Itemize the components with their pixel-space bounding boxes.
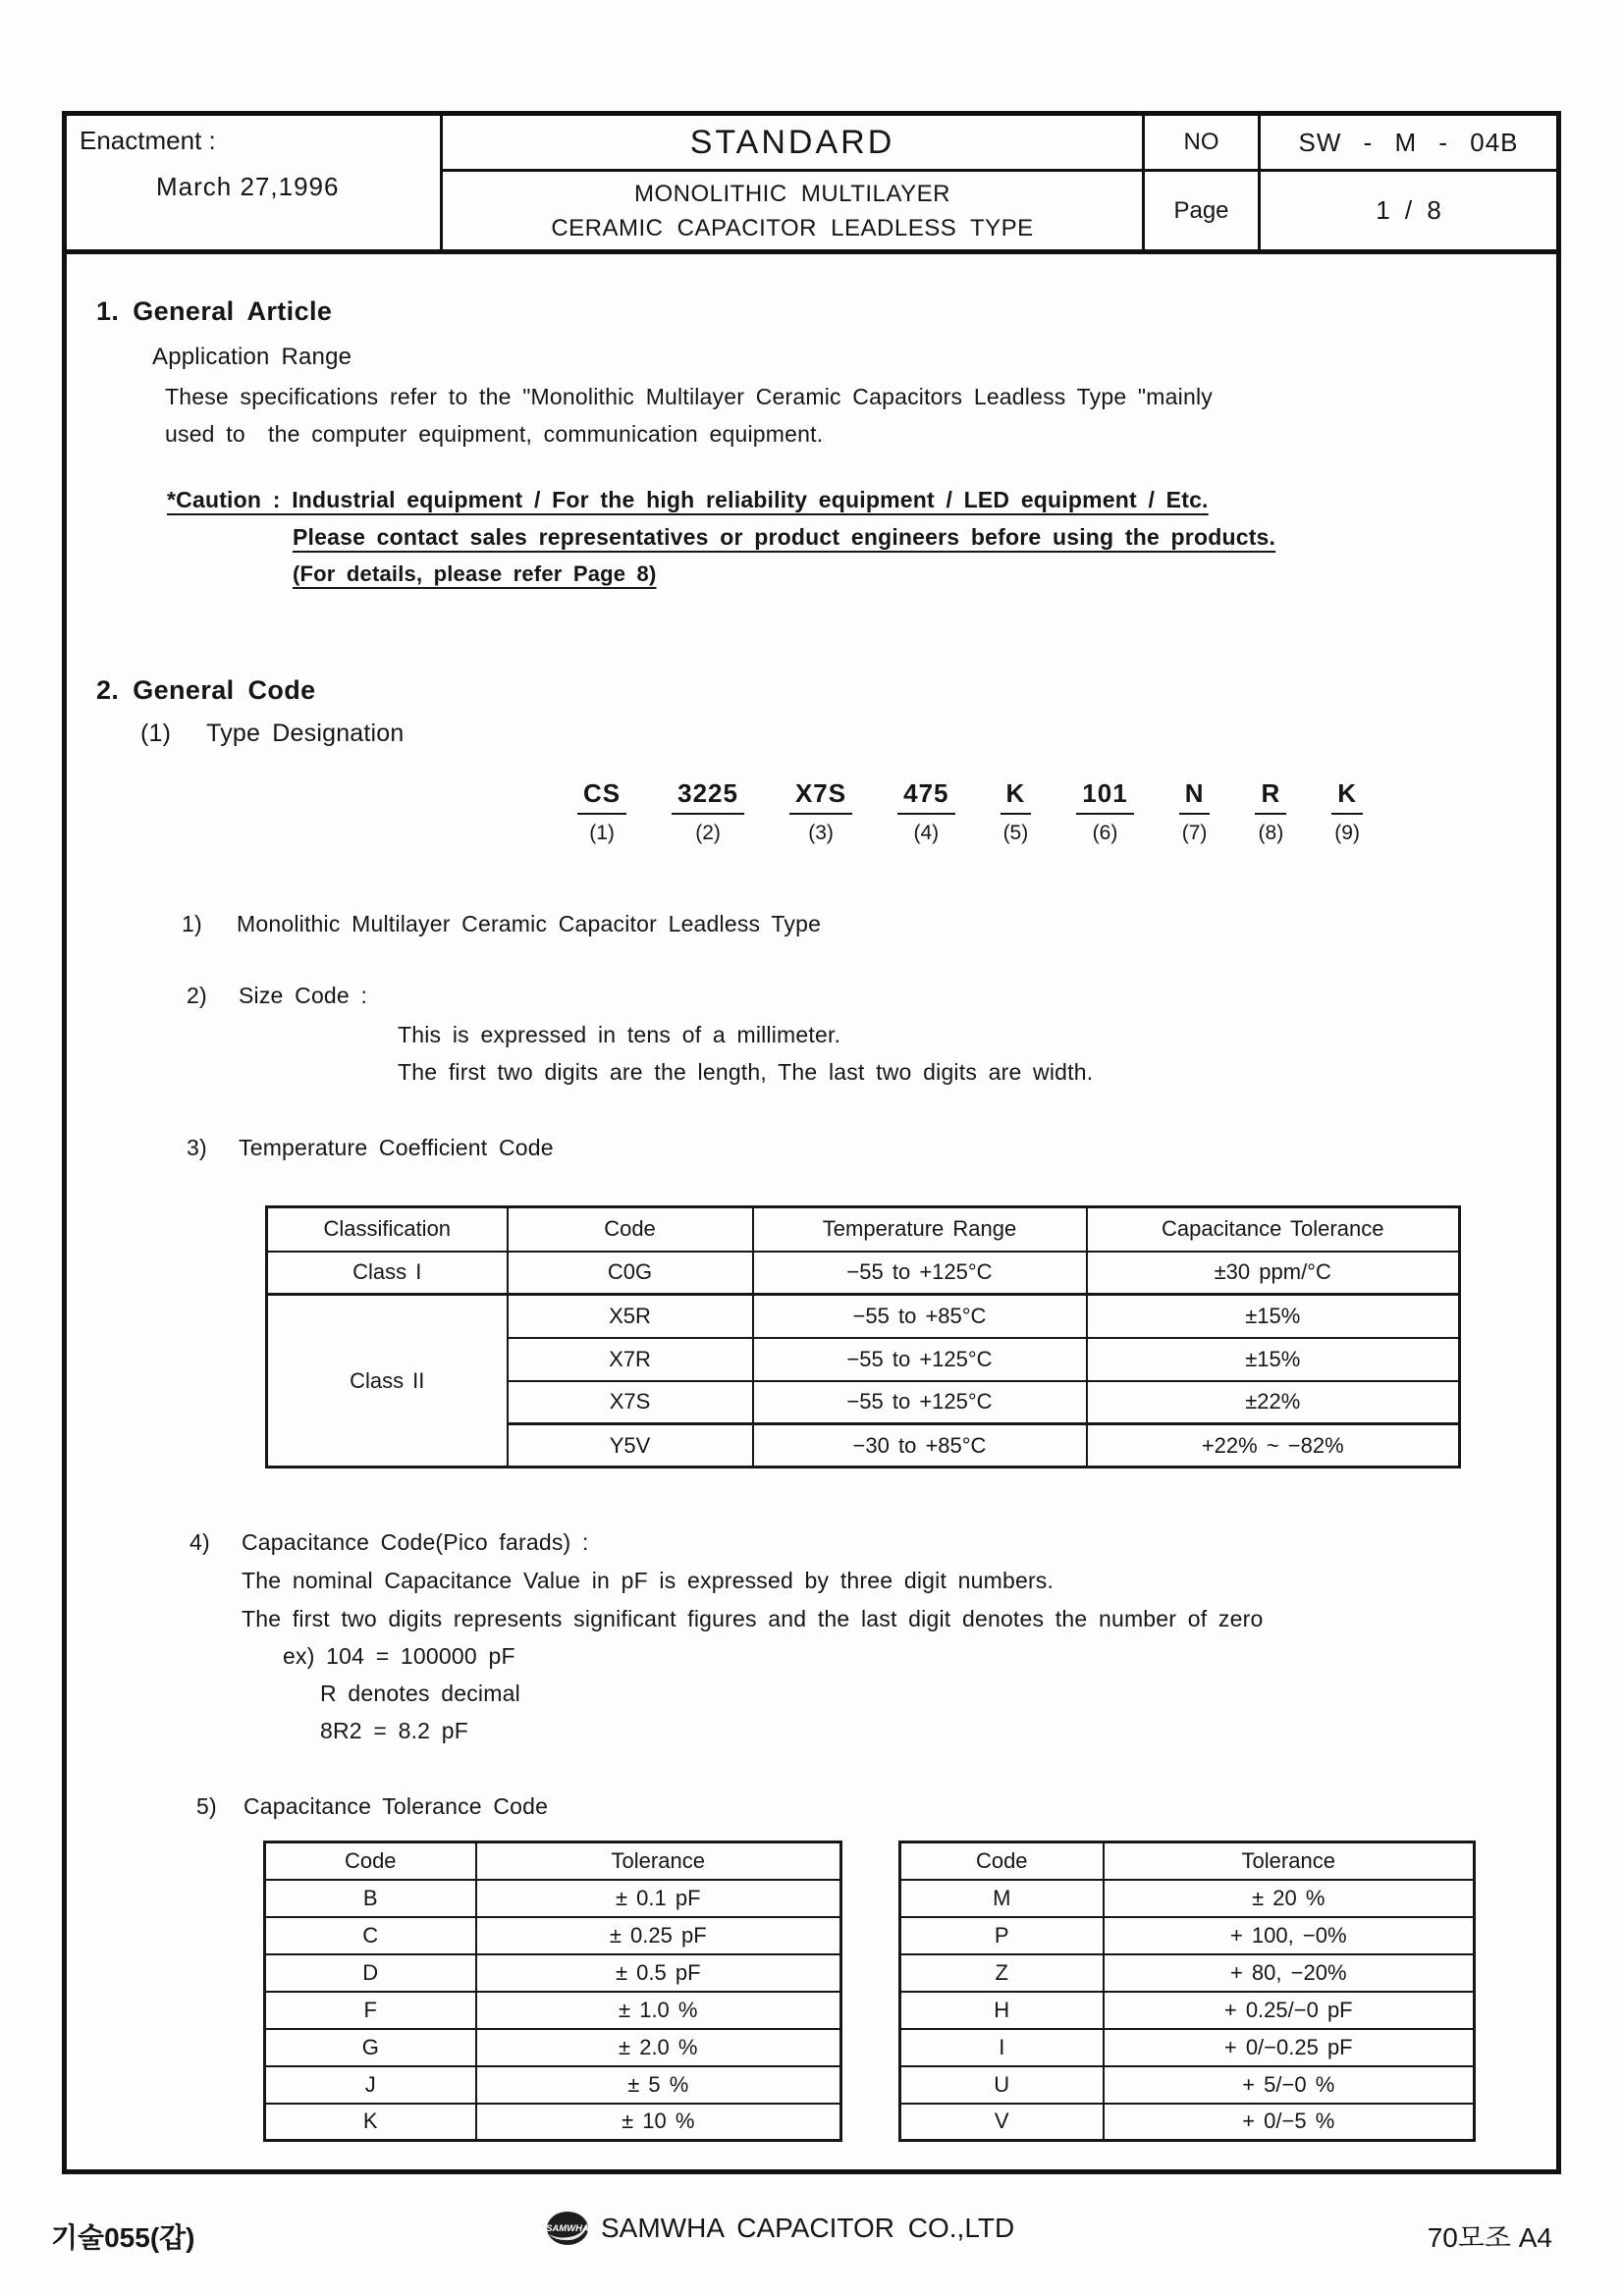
table-row: [265, 1880, 841, 1917]
table-row: [265, 2066, 841, 2104]
table-row: [900, 2029, 1475, 2066]
code-cell: U: [900, 2066, 1104, 2104]
tolerance-cell: ±22%: [1087, 1381, 1460, 1424]
col-code: Code: [265, 1842, 476, 1880]
range-cell: −55 to +125°C: [753, 1338, 1087, 1381]
tolerance-cell: ±15%: [1087, 1338, 1460, 1381]
code-cell: F: [265, 1992, 476, 2029]
col-cap-tolerance: Capacitance Tolerance: [1087, 1207, 1460, 1252]
subtitle-line1: MONOLITHIC MULTILAYER: [634, 180, 950, 207]
code-cell: J: [265, 2066, 476, 2104]
tolerance-cell: ± 20 %: [1104, 1880, 1475, 1917]
table-row: [267, 1295, 1460, 1338]
type-code: R: [1255, 778, 1286, 815]
item3-number: 3): [187, 1135, 207, 1160]
samwha-logo: [546, 2211, 589, 2246]
tolerance-cell: ± 10 %: [476, 2104, 841, 2141]
table-header-row: [265, 1842, 841, 1880]
item4-number: 4): [189, 1529, 210, 1555]
range-cell: −30 to +85°C: [753, 1424, 1087, 1468]
document-title: STANDARD: [443, 116, 1145, 172]
tolerance-cell: + 0/−5 %: [1104, 2104, 1475, 2141]
type-code-item: [1331, 778, 1363, 845]
code-cell: C0G: [508, 1252, 753, 1295]
type-code-index: (4): [913, 822, 940, 844]
type-code: 101: [1076, 778, 1133, 815]
tolerance-cell: ± 0.1 pF: [476, 1880, 841, 1917]
type-code-item: [1255, 778, 1286, 845]
caution-line2: Please contact sales representatives or product engineers before using the products.: [293, 524, 1276, 550]
section1-body-line2: used to the computer equipment, communication equipment.: [165, 421, 824, 447]
item2-detail2: The first two digits are the length, The last two digits are width.: [398, 1059, 1094, 1085]
item2-detail1: This is expressed in tens of a millimeter.: [398, 1022, 841, 1047]
type-code-index: (2): [695, 822, 721, 844]
type-code-index: (6): [1092, 822, 1118, 844]
class2-cell: Class II: [267, 1295, 508, 1468]
col-tolerance: Tolerance: [1104, 1842, 1475, 1880]
table-header-row: [900, 1842, 1475, 1880]
footer-paper-code: 70모조 A4: [1427, 2222, 1552, 2253]
table-row: [267, 1252, 1460, 1295]
tolerance-cell: + 0.25/−0 pF: [1104, 1992, 1475, 2029]
tolerance-cell: ± 0.5 pF: [476, 1954, 841, 1992]
item5-text: Capacitance Tolerance Code: [243, 1793, 549, 1819]
type-code-index: (9): [1334, 822, 1360, 844]
code-cell: X7S: [508, 1381, 753, 1424]
code-cell: X7R: [508, 1338, 753, 1381]
type-code: CS: [577, 778, 626, 815]
tolerance-cell: + 80, −20%: [1104, 1954, 1475, 1992]
subtitle-line2: CERAMIC CAPACITOR LEADLESS TYPE: [551, 214, 1034, 241]
item4-line3: ex) 104 = 100000 pF: [283, 1643, 515, 1669]
table-row: [265, 1954, 841, 1992]
code-cell: G: [265, 2029, 476, 2066]
section1-body-line1: These specifications refer to the "Monolithic Multilayer Ceramic Capacitors Leadless Type "mainly: [165, 384, 1213, 409]
table-row: [265, 2104, 841, 2141]
enactment-date: March 27,1996: [156, 172, 340, 201]
col-temp-range: Temperature Range: [753, 1207, 1087, 1252]
table-row: [265, 1992, 841, 2029]
caution-line1: *Caution : Industrial equipment / For the high reliability equipment / LED equipment / Etc.: [167, 487, 1209, 512]
tolerance-cell: +22% ~ −82%: [1087, 1424, 1460, 1468]
code-cell: I: [900, 2029, 1104, 2066]
type-code-index: (8): [1258, 822, 1284, 844]
type-code-item: [1076, 778, 1133, 845]
type-code: N: [1179, 778, 1211, 815]
code-cell: K: [265, 2104, 476, 2141]
type-code: K: [1001, 778, 1032, 815]
tolerance-table-left: [263, 1841, 842, 2142]
tolerance-cell: ± 0.25 pF: [476, 1917, 841, 1954]
caution-line3: (For details, please refer Page 8): [293, 561, 657, 586]
code-cell: M: [900, 1880, 1104, 1917]
item4-text: Capacitance Code(Pico farads) :: [242, 1529, 589, 1555]
code-cell: Y5V: [508, 1424, 753, 1468]
tolerance-cell: + 100, −0%: [1104, 1917, 1475, 1954]
temperature-coefficient-table: [265, 1205, 1461, 1468]
type-designation-label: (1) Type Designation: [140, 720, 405, 747]
footer-company-name: SAMWHA CAPACITOR CO.,LTD: [601, 2213, 1015, 2243]
code-cell: V: [900, 2104, 1104, 2141]
tolerance-cell: + 0/−0.25 pF: [1104, 2029, 1475, 2066]
tolerance-cell: ± 1.0 %: [476, 1992, 841, 2029]
type-code: X7S: [789, 778, 852, 815]
item4-line4: R denotes decimal: [320, 1681, 520, 1706]
col-code: Code: [900, 1842, 1104, 1880]
type-designation-row: [577, 778, 1363, 845]
footer-company-block: [546, 2211, 1014, 2246]
col-code: Code: [508, 1207, 753, 1252]
type-code-item: [577, 778, 626, 845]
tolerance-cell: ± 5 %: [476, 2066, 841, 2104]
item3-text: Temperature Coefficient Code: [239, 1135, 554, 1160]
type-code-index: (7): [1181, 822, 1208, 844]
code-cell: H: [900, 1992, 1104, 2029]
application-range-label: Application Range: [152, 344, 352, 370]
type-code-item: [672, 778, 744, 845]
table-row: [900, 2104, 1475, 2141]
col-tolerance: Tolerance: [476, 1842, 841, 1880]
document-subtitle: [443, 172, 1145, 249]
type-code-item: [789, 778, 852, 845]
class1-cell: Class I: [267, 1252, 508, 1295]
code-cell: C: [265, 1917, 476, 1954]
table-row: [265, 1917, 841, 1954]
type-code-item: [1001, 778, 1032, 845]
tolerance-cell: ± 2.0 %: [476, 2029, 841, 2066]
code-cell: P: [900, 1917, 1104, 1954]
item1-text: Monolithic Multilayer Ceramic Capacitor Leadless Type: [237, 911, 822, 936]
section1-heading: 1. General Article: [96, 296, 333, 326]
type-code-index: (5): [1002, 822, 1029, 844]
type-code-index: (3): [808, 822, 834, 844]
item2-number: 2): [187, 983, 207, 1008]
tolerance-cell: + 5/−0 %: [1104, 2066, 1475, 2104]
type-code-item: [897, 778, 954, 845]
item4-line1: The nominal Capacitance Value in pF is expressed by three digit numbers.: [242, 1568, 1055, 1593]
table-row: [265, 2029, 841, 2066]
item4-line5: 8R2 = 8.2 pF: [320, 1718, 469, 1743]
table-header-row: [267, 1207, 1460, 1252]
col-classification: Classification: [267, 1207, 508, 1252]
enactment-label: Enactment :: [80, 126, 216, 155]
table-row: [900, 1954, 1475, 1992]
table-row: [900, 1917, 1475, 1954]
table-row: [900, 1992, 1475, 2029]
table-row: [900, 2066, 1475, 2104]
doc-no-value: SW - M - 04B: [1261, 116, 1556, 172]
doc-no-label: NO: [1145, 116, 1261, 172]
section2-heading: 2. General Code: [96, 675, 316, 705]
type-code-index: (1): [589, 822, 615, 844]
tolerance-table-right: [898, 1841, 1476, 2142]
code-cell: B: [265, 1880, 476, 1917]
table-row: [900, 1880, 1475, 1917]
range-cell: −55 to +125°C: [753, 1252, 1087, 1295]
item1-number: 1): [182, 911, 202, 936]
type-code: 475: [897, 778, 954, 815]
item5-number: 5): [196, 1793, 217, 1819]
samwha-logo-text: SAMWHA: [546, 2223, 589, 2234]
range-cell: −55 to +85°C: [753, 1295, 1087, 1338]
code-cell: X5R: [508, 1295, 753, 1338]
tolerance-cell: ±15%: [1087, 1295, 1460, 1338]
type-code: 3225: [672, 778, 744, 815]
type-code: K: [1331, 778, 1363, 815]
page-value: 1 / 8: [1376, 195, 1441, 225]
type-code-item: [1179, 778, 1211, 845]
code-cell: Z: [900, 1954, 1104, 1992]
item2-text: Size Code :: [239, 983, 368, 1008]
item4-line2: The first two digits represents significant figures and the last digit denotes the number of zero: [242, 1606, 1264, 1631]
code-cell: D: [265, 1954, 476, 1992]
enactment-cell: [67, 116, 443, 249]
range-cell: −55 to +125°C: [753, 1381, 1087, 1424]
page-label: Page: [1145, 172, 1261, 249]
footer-doc-code: 기술055(갑): [51, 2222, 195, 2253]
tolerance-cell: ±30 ppm/°C: [1087, 1252, 1460, 1295]
title-block: [62, 111, 1561, 254]
